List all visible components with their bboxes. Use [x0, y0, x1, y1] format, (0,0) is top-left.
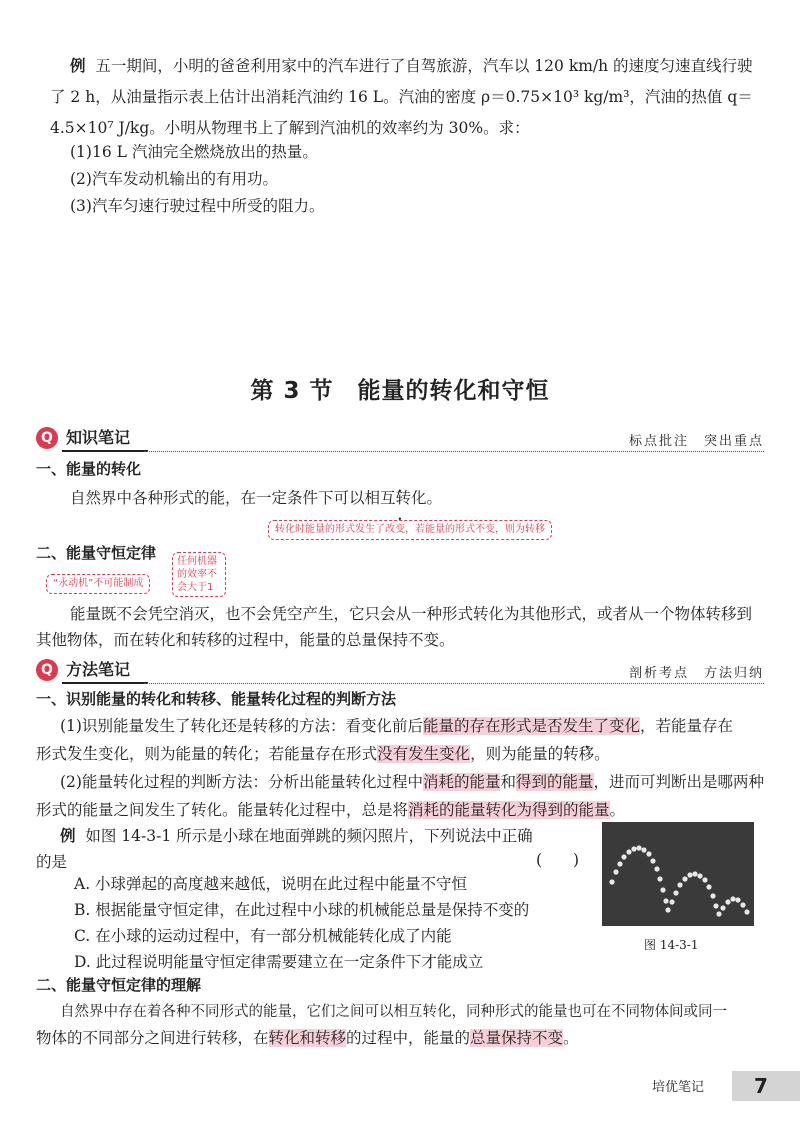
method-p2-line1	[60, 768, 780, 796]
method-notes-header	[36, 658, 764, 684]
text: ，则为能量的	[470, 745, 564, 763]
example1-q2: (2)汽车发动机输出的有用功。	[70, 170, 278, 188]
p1-text: 自然界中各种形式的能，在一定条件下可以相互	[70, 489, 396, 507]
text: 如图 14-3-1 所示是小球在地面弹跳的频闪照片，下列说法中正确	[85, 827, 533, 845]
method-p1-line2	[36, 740, 610, 768]
efficiency-line2: 的效率不	[177, 569, 217, 580]
efficiency-line3: 会大于1	[177, 582, 214, 593]
emphasis-dots: 转化 • •	[396, 489, 427, 507]
example1-q1: (1)16 L 汽油完全燃烧放出的热量。	[70, 143, 318, 161]
heading-conservation-law: 二、能量守恒定律	[36, 544, 157, 562]
text: 。	[594, 745, 610, 763]
option-d: D. 此过程说明能量守恒定律需要建立在一定条件下才能成立	[74, 953, 484, 971]
knowledge-title: 知识笔记	[66, 428, 131, 447]
option-a: A. 小球弹起的高度越来越低，说明在此过程中能量不守恒	[74, 875, 468, 893]
example1-line2: 了 2 h，从油量指示表上估计出消耗汽油约 16 L。汽油的密度 ρ＝0.75×10³ kg/m³，汽油的热值 q＝	[50, 88, 753, 106]
title-underline	[62, 682, 148, 684]
knowledge-tagline: 标点批注 突出重点	[628, 434, 764, 449]
knowledge-p2b: 其他物体，而在转化和转移的过程中，能量的总量保持不变。	[36, 631, 455, 649]
emphasis-dots: 转移 • •	[563, 745, 594, 763]
example1-line3: 4.5×10⁷ J/kg。小明从物理书上了解到汽油机的效率约为 30%。求：	[50, 119, 530, 137]
option-b: B. 根据能量守恒定律，在此过程中小球的机械能总量是保持不变的	[74, 901, 530, 919]
highlight: 转化和转移	[268, 1029, 347, 1047]
text: (1)识别能量发生了转化还是转移的方法：看变化前后	[60, 717, 423, 735]
bouncing-ball-photo	[602, 822, 754, 926]
annotation-conversion: 转化时能量的形式发生了改变，若能量的形式不变，则为转移	[268, 520, 552, 540]
example2-stem2: 的是	[36, 853, 68, 871]
text: ；若能量存在形式	[253, 745, 378, 763]
text: ，若能量存在	[639, 717, 733, 735]
highlight: 得到的能量	[516, 773, 594, 791]
method-p3-line1: 自然界中存在着各种不同形式的能量，它们之间可以相互转化，同种形式的能量也可在不同物体间或同一	[60, 1004, 727, 1020]
highlight: 总量保持不变	[470, 1029, 564, 1047]
p1-end: 。	[426, 489, 443, 507]
answer-paren: ( )	[536, 851, 580, 869]
emphasis-dots: 转化 • •	[222, 745, 253, 763]
q-badge-icon: Q	[36, 427, 58, 449]
example2-stem1	[60, 822, 533, 850]
example-label: 例	[60, 827, 76, 845]
bouncing-ball-illustration	[602, 822, 754, 926]
page-number: 7	[732, 1071, 800, 1101]
annotation-efficiency	[172, 552, 226, 597]
text: 和	[500, 773, 516, 791]
text: 形式的能量之间发生了转化。能量转化过程中，总是将	[36, 801, 409, 819]
text: (2)能量转化过程的判断方法：分析出能量转化过程中	[60, 773, 423, 791]
annotation-perpetual-motion: “永动机”不可能制成	[46, 574, 150, 594]
method-p1-line1	[60, 712, 780, 740]
highlight: 消耗的能量转化为得到的能量	[408, 801, 610, 819]
q-badge-icon: Q	[36, 659, 58, 681]
dotted-rule	[144, 683, 764, 684]
method-p2-line2	[36, 796, 625, 824]
text: 物体的不同部分之间进行转移，在	[36, 1029, 269, 1047]
method-p3-line2	[36, 1024, 579, 1052]
example1-line1	[70, 52, 770, 80]
text: 。	[609, 801, 626, 819]
option-c: C. 在小球的运动过程中，有一部分机械能转化成了内能	[74, 927, 452, 945]
efficiency-line1: 任何机器	[177, 556, 217, 567]
method-tagline: 剖析考点 方法归纳	[628, 666, 764, 681]
method-title: 方法笔记	[66, 660, 131, 679]
section-title: 第 3 节 能量的转化和守恒	[250, 378, 550, 404]
highlight: 消耗的能量	[422, 773, 501, 791]
knowledge-notes-header	[36, 426, 764, 452]
example-label: 例	[70, 57, 86, 75]
heading-conservation-understanding: 二、能量守恒定律的理解	[36, 976, 202, 994]
title-underline	[62, 450, 148, 452]
heading-identify-methods: 一、识别能量的转化和转移、能量转化过程的判断方法	[36, 690, 397, 708]
footer-label: 培优笔记	[652, 1080, 705, 1095]
dotted-rule	[144, 451, 764, 452]
figure-caption: 图 14-3-1	[644, 938, 699, 952]
example1-q3: (3)汽车匀速行驶过程中所受的阻力。	[70, 197, 325, 215]
text: ，进而可判断出是哪两种	[593, 773, 765, 791]
highlight: 没有发生变化	[377, 745, 471, 763]
knowledge-p1	[70, 484, 442, 512]
example1-text1: 五一期间，小明的爸爸利用家中的汽车进行了自驾旅游，汽车以 120 km/h 的速度匀速直线行驶	[95, 57, 753, 75]
knowledge-p2a: 能量既不会凭空消灭，也不会凭空产生，它只会从一种形式转化为其他形式，或者从一个物体转移到	[70, 605, 753, 623]
text: 。	[563, 1029, 579, 1047]
heading-energy-conversion: 一、能量的转化	[36, 460, 142, 478]
text: 的过程中，能量的	[346, 1029, 471, 1047]
highlight: 能量的存在形式是否发生了变化	[422, 717, 640, 735]
text: ，则为能量的	[129, 745, 223, 763]
text: 形式	[36, 745, 68, 763]
emphasis-dots: 发生变化 • •	[67, 745, 129, 763]
